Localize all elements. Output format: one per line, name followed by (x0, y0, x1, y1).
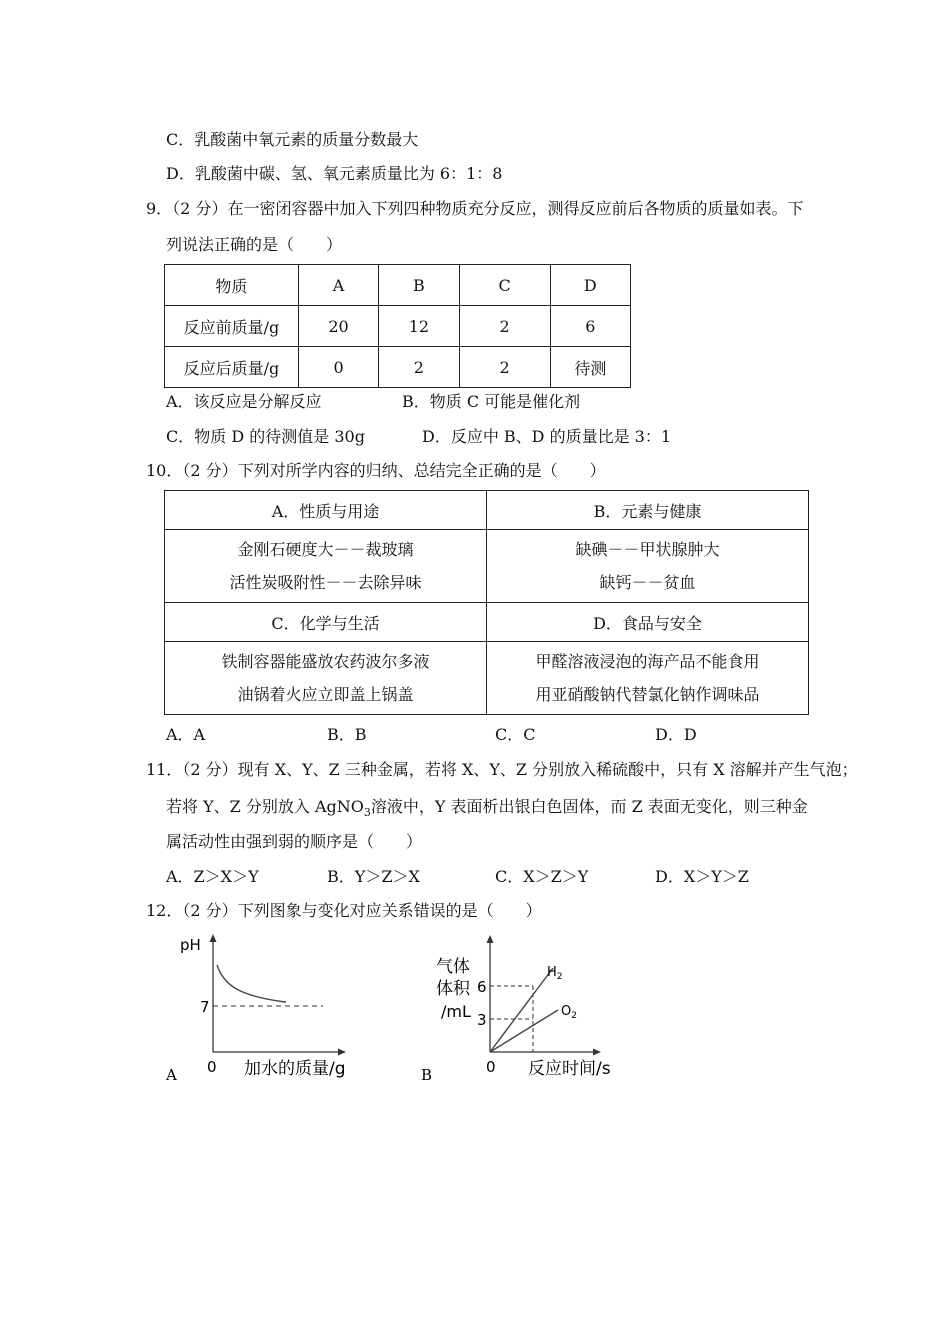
table-cell (486, 642, 808, 715)
table-row (165, 530, 809, 603)
h2-symbol: H (547, 965, 557, 980)
table-cell: 20 (298, 306, 378, 347)
table-cell: 物质 (165, 265, 299, 306)
q12-graph-b (415, 930, 635, 1090)
x-axis-arrow (593, 1049, 601, 1056)
origin-label: 0 (207, 1058, 217, 1076)
ph-curve (217, 965, 286, 1002)
table-cell: B．元素与健康 (486, 491, 808, 530)
q11-stem-line3: 属活动性由强到弱的顺序是（ ） (166, 832, 423, 851)
table-cell (486, 530, 808, 603)
cell-line: 油锅着火应立即盖上锅盖 (237, 685, 414, 704)
y-tick-6: 6 (477, 978, 487, 996)
y-axis-label-line1: 气体 (436, 957, 470, 977)
table-cell: 2 (459, 306, 550, 347)
cell-line: 铁制容器能盛放农药波尔多液 (221, 652, 430, 671)
q10-stem: 10．（2 分）下列对所学内容的归纳、总结完全正确的是（ ） (146, 461, 606, 480)
table-cell: 待测 (550, 347, 630, 388)
table-cell (165, 642, 487, 715)
q10-option-d: D．D (655, 725, 697, 744)
x-axis-label: 反应时间/s (528, 1059, 611, 1079)
table-cell: 2 (459, 347, 550, 388)
h2-line (490, 968, 553, 1052)
table-cell: B (379, 265, 459, 306)
y-axis-arrow (210, 934, 217, 942)
table-cell (165, 530, 487, 603)
table-header-row (165, 603, 809, 642)
table-cell: 6 (550, 306, 630, 347)
table-cell: A (298, 265, 378, 306)
y-tick-7: 7 (200, 998, 210, 1016)
q10-option-b: B．B (327, 725, 367, 744)
o2-line (490, 1010, 558, 1052)
y-axis-label-line3: /mL (441, 1002, 471, 1021)
table-header-row (165, 265, 631, 306)
y-tick-3: 3 (477, 1011, 487, 1029)
table-cell: 12 (379, 306, 459, 347)
q12-stem: 12．（2 分）下列图象与变化对应关系错误的是（ ） (146, 901, 542, 920)
q9-option-d: D．反应中 B、D 的质量比是 3：1 (422, 427, 672, 446)
q11-line2-pre: 若将 Y、Z 分别放入 AgNO (166, 797, 364, 816)
o2-subscript: 2 (571, 1011, 577, 1021)
q11-option-b: B．Y＞Z＞X (327, 867, 420, 886)
q8-option-d: D．乳酸菌中碳、氢、氧元素质量比为 6：1：8 (166, 164, 503, 183)
h2-label (547, 965, 563, 982)
cell-line: 金刚石硬度大－－裁玻璃 (237, 540, 414, 559)
q11-line2-sub: 3 (363, 806, 371, 820)
q10-option-c: C．C (495, 725, 536, 744)
graph-b-letter: B (421, 1066, 433, 1084)
cell-line: 缺碘－－甲状腺肿大 (575, 540, 720, 559)
x-axis-arrow (338, 1049, 346, 1056)
graph-a-letter: A (166, 1066, 177, 1084)
table-cell: 2 (379, 347, 459, 388)
cell-line: 缺钙－－贫血 (599, 573, 696, 592)
table-cell: 反应前质量/g (165, 306, 299, 347)
q11-option-d: D．X＞Y＞Z (655, 867, 749, 886)
x-axis-label: 加水的质量/g (244, 1059, 346, 1079)
o2-symbol: O (561, 1004, 572, 1019)
q11-stem-line2 (166, 794, 808, 819)
cell-line: 活性炭吸附性－－去除异味 (229, 573, 422, 592)
table-cell: C．化学与生活 (165, 603, 487, 642)
table-row (165, 306, 631, 347)
q11-option-a: A．Z＞X＞Y (166, 867, 259, 886)
q11-option-c: C．X＞Z＞Y (495, 867, 589, 886)
table-row (165, 347, 631, 388)
y-axis-arrow (487, 935, 494, 943)
q10-summary-table (164, 490, 809, 715)
table-cell: 反应后质量/g (165, 347, 299, 388)
table-header-row (165, 491, 809, 530)
cell-line: 甲醛溶液浸泡的海产品不能食用 (535, 652, 760, 671)
q11-stem-line1: 11．（2 分）现有 X、Y、Z 三种金属，若将 X、Y、Z 分别放入稀硫酸中，只有 X 溶解并产生气泡； (146, 760, 858, 779)
y-axis-label: pH (180, 936, 201, 954)
table-cell: A．性质与用途 (165, 491, 487, 530)
y-axis-label-line2: 体积 (436, 979, 470, 999)
table-cell: C (459, 265, 550, 306)
q9-option-a: A．该反应是分解反应 (166, 392, 322, 411)
q9-stem-line1: 9．（2 分）在一密闭容器中加入下列四种物质充分反应，测得反应前后各物质的质量如表。下 (146, 199, 804, 218)
origin-label: 0 (486, 1058, 496, 1076)
q12-graph-a (160, 930, 380, 1090)
q11-line2-post: 溶液中，Y 表面析出银白色固体，而 Z 表面无变化，则三种金 (370, 797, 808, 816)
cell-line: 用亚硝酸钠代替氯化钠作调味品 (535, 685, 760, 704)
q9-option-c: C．物质 D 的待测值是 30g (166, 427, 365, 446)
table-cell: 0 (298, 347, 378, 388)
q9-option-b: B．物质 C 可能是催化剂 (402, 392, 581, 411)
table-cell: D (550, 265, 630, 306)
q9-stem-line2: 列说法正确的是（ ） (166, 235, 343, 254)
table-cell: D．食品与安全 (486, 603, 808, 642)
q9-mass-table (164, 264, 631, 388)
q10-option-a: A．A (166, 725, 206, 744)
table-row (165, 642, 809, 715)
o2-label (561, 1004, 577, 1021)
h2-subscript: 2 (556, 972, 563, 982)
q8-option-c: C．乳酸菌中氧元素的质量分数最大 (166, 130, 419, 149)
